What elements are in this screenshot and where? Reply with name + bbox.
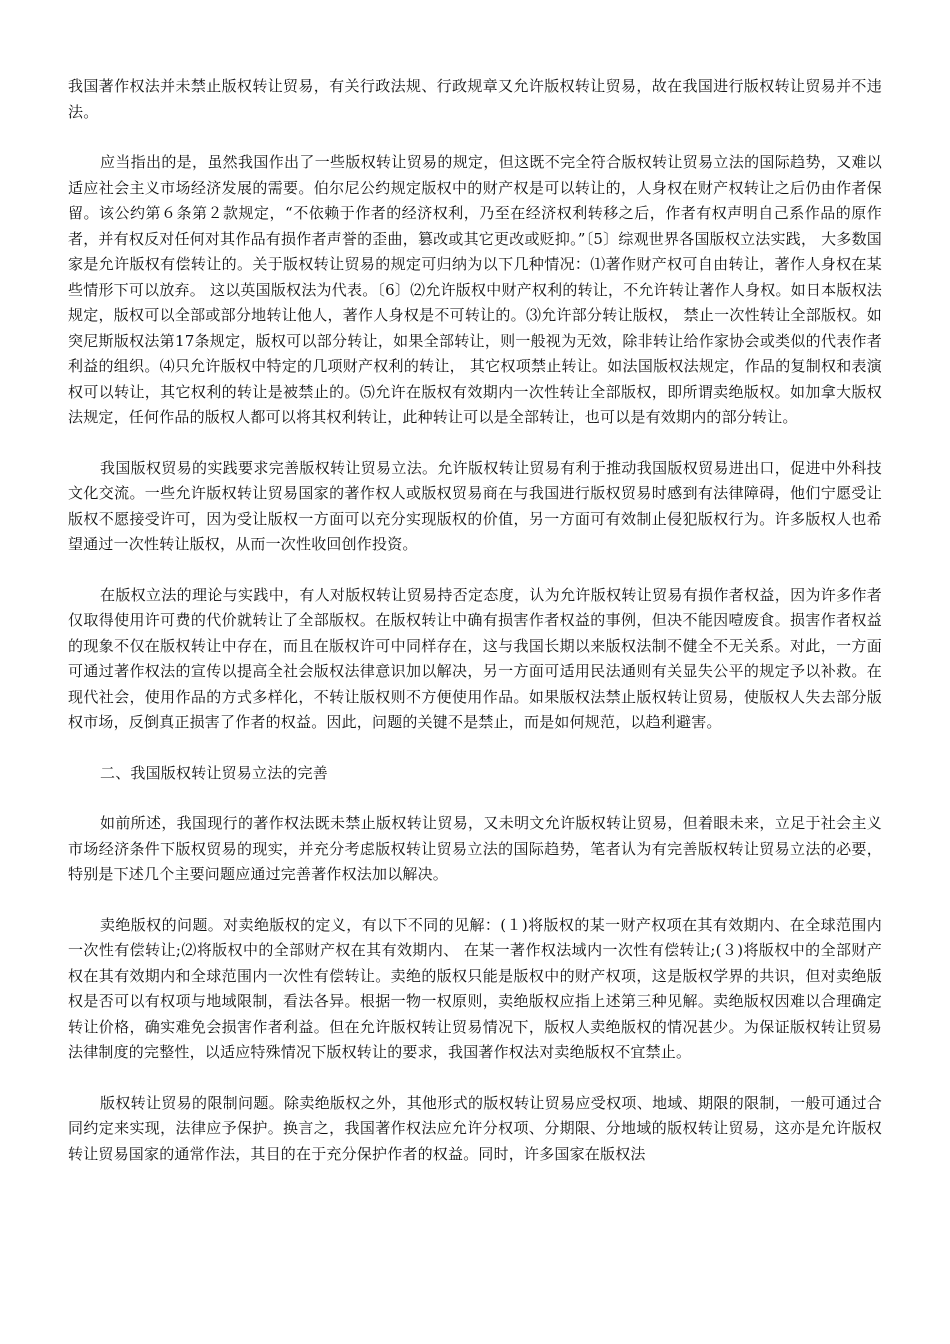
paragraph-7: 版权转让贸易的限制问题。除卖绝版权之外，其他形式的版权转让贸易应受权项、地域、期限的限制，一般可通过合同约定来实现，法律应予保护。换言之，我国著作权法应允许分权项、分期限、分地域的版权转让贸易，这亦是允许版权转让贸易国家的通常作法，其目的在于充分保护作者的权益。同时，许多国家在版权法 bbox=[68, 1093, 882, 1163]
document-body bbox=[68, 74, 882, 1192]
paragraph-1: 我国著作权法并未禁止版权转让贸易，有关行政法规、行政规章又允许版权转让贸易，故在我国进行版权转让贸易并不违法。 bbox=[68, 77, 882, 121]
paragraph-5: 如前所述，我国现行的著作权法既未禁止版权转让贸易，又未明文允许版权转让贸易，但着眼未来，立足于社会主义市场经济条件下版权贸易的现实，并充分考虑版权转让贸易立法的国际趋势，笔者认为有完善版权转让贸易立法的必要，特别是下述几个主要问题应通过完善著作权法加以解决。 bbox=[68, 814, 882, 883]
paragraph-6: 卖绝版权的问题。对卖绝版权的定义，有以下不同的见解：(１)将版权的某一财产权项在其有效期内、在全球范围内一次性有偿转让;⑵将版权中的全部财产权在其有效期内、 在某一著作权法域内一次性有偿转让;(３)将版权中的全部财产权在其有效期内和全球范围内一次性有偿转让。卖绝的版权只能是版权中的财产权项，这是版权学界的共识，但对卖绝版权是否可以有权项与地域限制，看法各异。根据一物一权原则，卖绝版权应指上述第三种见解。卖绝版权因难以合理确定转让价格，确实难免会损害作者利益。但在允许版权转让贸易情况下，版权人卖绝版权的情况甚少。为保证版权转让贸易法律制度的完整性，以适应特殊情况下版权转让的要求，我国著作权法对卖绝版权不宜禁止。 bbox=[68, 915, 882, 1061]
section-heading: 二、我国版权转让贸易立法的完善 bbox=[100, 763, 329, 782]
paragraph-3: 我国版权贸易的实践要求完善版权转让贸易立法。允许版权转让贸易有利于推动我国版权贸易进出口，促进中外科技文化交流。一些允许版权转让贸易国家的著作权人或版权贸易商在与我国进行版权贸易时感到有法律障碍，他们宁愿受让版权不愿接受许可，因为受让版权一方面可以充分实现版权的价值，另一方面可有效制止侵犯版权行为。许多版权人也希望通过一次性转让版权，从而一次性收回创作投资。 bbox=[68, 458, 882, 553]
paragraph-4: 在版权立法的理论与实践中，有人对版权转让贸易持否定态度，认为允许版权转让贸易有损作者权益，因为许多作者仅取得使用许可费的代价就转让了全部版权。在版权转让中确有损害作者权益的事例，但决不能因噎废食。损害作者权益的现象不仅在版权转让中存在，而且在版权许可中同样存在，这与我国长期以来版权法制不健全不无关系。对此，一方面可通过著作权法的宣传以提高全社会版权法律意识加以解决，另一方面可适用民法通则有关显失公平的规定予以补救。在现代社会，使用作品的方式多样化，不转让版权则不方便使用作品。如果版权法禁止版权转让贸易，使版权人失去部分版权市场，反倒真正损害了作者的权益。因此，问题的关键不是禁止，而是如何规范，以趋利避害。 bbox=[68, 585, 882, 731]
paragraph-2: 应当指出的是，虽然我国作出了一些版权转让贸易的规定，但这既不完全符合版权转让贸易立法的国际趋势，又难以适应社会主义市场经济发展的需要。伯尔尼公约规定版权中的财产权是可以转让的，人身权在财产权转让之后仍由作者保留。该公约第６条第２款规定，“不依赖于作者的经济权利，乃至在经济权利转移之后，作者有权声明自己系作品的原作者，并有权反对任何对其作品有损作者声誉的歪曲，篡改或其它更改或贬抑。”〔5〕综观世界各国版权立法实践， 大多数国家是允许版权有偿转让的。关于版权转让贸易的规定可归纳为以下几种情况：⑴著作财产权可自由转让，著作人身权在某些情形下可以放弃。 这以英国版权法为代表。〔6〕⑵允许版权中财产权利的转让，不允许转让著作人身权。如日本版权法规定，版权可以全部或部分地转让他人，著作人身权是不可转让的。⑶允许部分转让版权， 禁止一次性转让全部版权。如突尼斯版权法第17条规定，版权可以部分转让，如果全部转让，则一般视为无效，除非转让给作家协会或类似的代表作者利益的组织。⑷只允许版权中特定的几项财产权利的转让， 其它权项禁止转让。如法国版权法规定，作品的复制权和表演权可以转让，其它权利的转让是被禁止的。⑸允许在版权有效期内一次性转让全部版权，即所谓卖绝版权。如加拿大版权法规定，任何作品的版权人都可以将其权利转让，此种转让可以是全部转让，也可以是有效期内的部分转让。 bbox=[68, 153, 882, 426]
